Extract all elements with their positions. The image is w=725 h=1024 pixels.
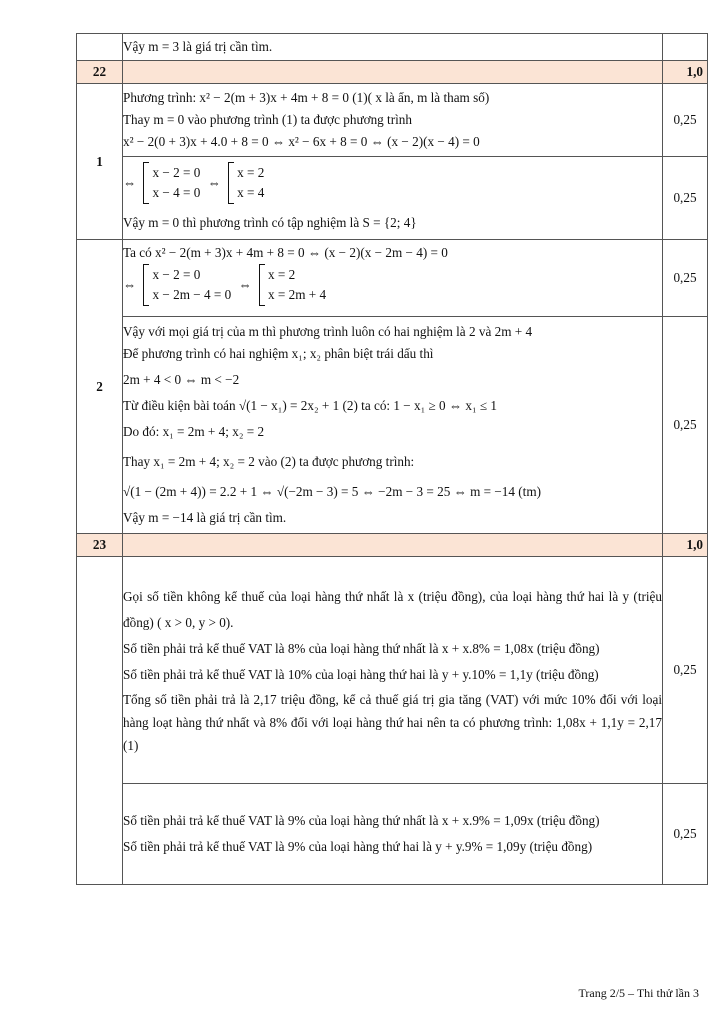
text-paragraph: Số tiền phải trả kể thuế VAT là 8% của loại hàng thứ nhất là x + x.8% = 1,08x (triệu đồng): [123, 640, 600, 656]
equation-system: [143, 162, 200, 204]
part-number: 1: [77, 84, 123, 240]
score-cell: 0,25: [663, 784, 708, 885]
math-line: Vậy m = −14 là giá trị cần tìm.: [123, 510, 287, 525]
math-line: Do đó: x₁ = 2m + 4; x₂ = 2: [123, 424, 265, 439]
row-text: Vậy m = 3 là giá trị cần tìm.: [123, 39, 273, 54]
equation-system: [228, 162, 264, 204]
score-cell: 0,25: [663, 157, 708, 240]
math-line: Từ điều kiện bài toán √(1 − x₁) = 2x₂ + 1 (2) ta có: 1 − x₁ ≥ 0 ⇔ x₁ ≤ 1: [123, 398, 498, 413]
math-line: 2m + 4 < 0 ⇔ m < −2: [123, 372, 240, 387]
answer-table: [76, 33, 708, 885]
text-paragraph: Số tiền phải trả kể thuế VAT là 9% của loại hàng thứ hai là y + y.9% = 1,09y (triệu đồng): [123, 839, 593, 854]
question-score: 1,0: [663, 61, 708, 84]
table-row: [77, 84, 708, 157]
system-row: x = 4: [237, 185, 265, 200]
math-line: Ta có x² − 2(m + 3)x + 4m + 8 = 0 ⇔ (x − 2)(x − 2m − 4) = 0: [123, 245, 448, 260]
table-row: [77, 240, 708, 317]
math-line: √(1 − (2m + 4)) = 2.2 + 1 ⇔ √(−2m − 3) = 5 ⇔ −2m − 3 = 25 ⇔ m = −14 (tm): [123, 484, 541, 499]
system-row: x − 2 = 0: [152, 165, 201, 180]
system-row: x − 2 = 0: [152, 267, 201, 282]
table-row: [77, 784, 708, 885]
question-number: 23: [77, 534, 123, 557]
equivalence-symbol: ⇔: [123, 277, 137, 292]
table-row: [77, 557, 708, 784]
equation-system: [143, 264, 231, 306]
equation-system: [259, 264, 326, 306]
system-row: x = 2: [268, 267, 296, 282]
text-paragraph: Số tiền phải trả kể thuế VAT là 9% của loại hàng thứ nhất là x + x.9% = 1,09x (triệu đồng): [123, 813, 600, 828]
math-line: Vậy m = 0 thì phương trình có tập nghiệm là S = {2; 4}: [123, 215, 417, 230]
text-paragraph: Số tiền phải trả kể thuế VAT là 10% của loại hàng thứ hai là y + y.10% = 1,1y (triệu đồng): [123, 666, 599, 682]
question-number: 22: [77, 61, 123, 84]
text-paragraph: Gọi số tiền không kể thuế của loại hàng thứ nhất là x (triệu đồng), của loại hàng thứ hai là y (triệu đồng) ( x > 0, y > 0).: [123, 588, 662, 630]
score-cell: 0,25: [663, 84, 708, 157]
table-row: [77, 317, 708, 534]
page-footer: Trang 2/5 – Thi thử lần 3: [578, 986, 699, 1000]
text-paragraph: Tổng số tiền phải trả là 2,17 triệu đồng, kể cả thuế giá trị gia tăng (VAT) với mức 10% đối với loại hàng loạt hàng thứ nhất và 8% đối với loại hàng thứ hai nên ta có phương trình: 1,08x + 1,1y = 2,17 (1): [123, 691, 662, 753]
system-row: x − 2m − 4 = 0: [152, 287, 232, 302]
equivalence-symbol: ⇔: [238, 277, 252, 292]
math-line: Thay m = 0 vào phương trình (1) ta được phương trình: [123, 112, 412, 127]
question-band-22: [77, 61, 708, 84]
system-row: x = 2: [237, 165, 265, 180]
score-cell: 0,25: [663, 240, 708, 317]
math-line: Vậy với mọi giá trị của m thì phương trình luôn có hai nghiệm là 2 và 2m + 4: [123, 324, 533, 339]
equivalence-symbol: ⇔: [207, 175, 221, 190]
question-score: 1,0: [663, 534, 708, 557]
table-row: [77, 34, 708, 61]
math-line: Phương trình: x² − 2(m + 3)x + 4m + 8 = 0 (1)( x là ẩn, m là tham số): [123, 90, 490, 105]
math-line: x² − 2(0 + 3)x + 4.0 + 8 = 0 ⇔ x² − 6x + 8 = 0 ⇔ (x − 2)(x − 4) = 0: [123, 134, 480, 149]
table-row: [77, 157, 708, 240]
equivalence-symbol: ⇔: [123, 175, 137, 190]
part-number: 2: [77, 240, 123, 534]
math-line: Để phương trình có hai nghiệm x₁; x₂ phân biệt trái dấu thì: [123, 346, 434, 361]
math-line: Thay x₁ = 2m + 4; x₂ = 2 vào (2) ta được phương trình:: [123, 454, 415, 469]
system-row: x − 4 = 0: [152, 185, 201, 200]
question-band-23: [77, 534, 708, 557]
system-line: [123, 162, 662, 212]
score-cell: 0,25: [663, 317, 708, 534]
system-line: [123, 264, 662, 314]
score-cell: 0,25: [663, 557, 708, 784]
system-row: x = 2m + 4: [268, 287, 327, 302]
